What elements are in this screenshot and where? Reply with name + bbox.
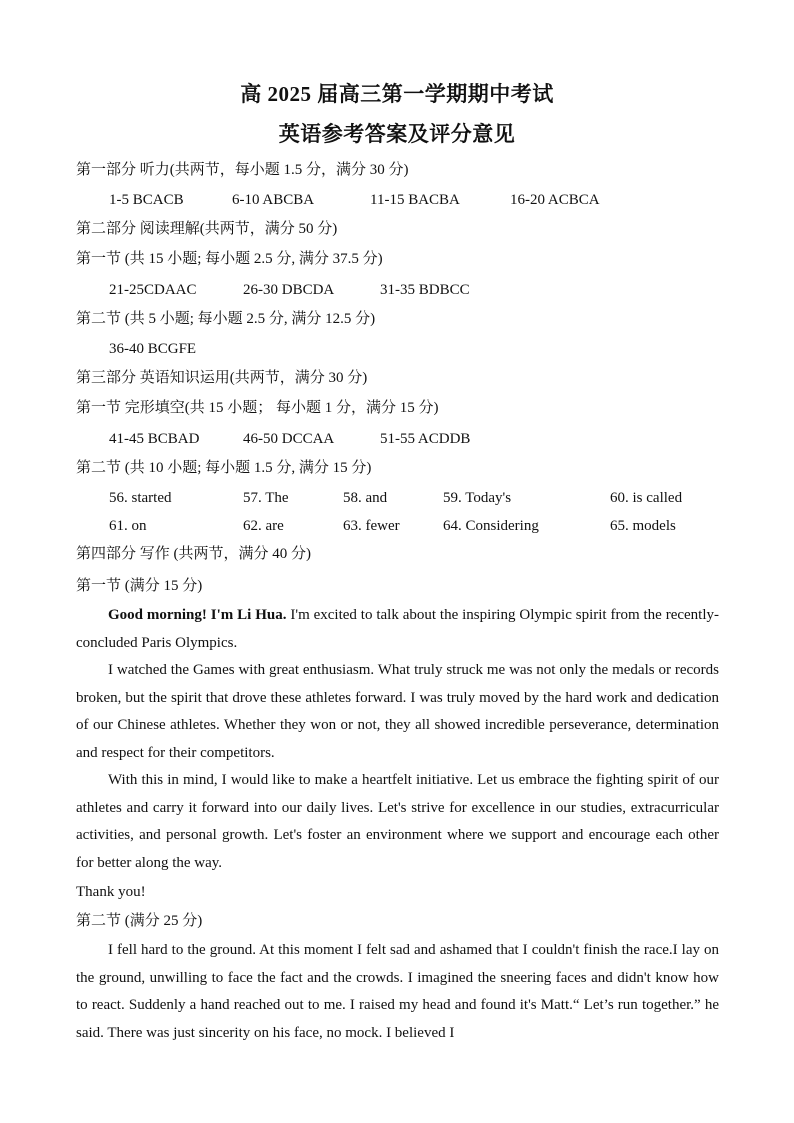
grammar-answer: 60. is called [610, 490, 683, 506]
answer-group: 31-35 BDBCC [380, 282, 470, 298]
grammar-answer: 58. and [343, 490, 388, 506]
essay2-paragraph: I fell hard to the ground. At this moment I felt sad and ashamed that I couldn't finish the race.I lay on the ground, unwilling to face the fact and the crowds. I imagined the sneering faces and didn't know how to react. Suddenly a hand reached out to me. I raised my head and found it's Matt.“ Let’s run together.” he said. There was just sincerity on his face, no mock. I believed I [76, 942, 719, 1041]
exam-title: 高 2025 届高三第一学期期中考试 [240, 82, 554, 106]
grammar-answer: 59. Today's [443, 490, 512, 506]
part2-section1-heading: 第一节 (共 15 小题; 每小题 2.5 分, 满分 37.5 分) [76, 251, 383, 267]
answer-group: 21-25CDAAC [109, 282, 197, 298]
essay1-intro-text: I'm excited to talk about the inspiring Olympic spirit from the recently- concluded Paris Olympics. [76, 607, 719, 651]
answer-group: 16-20 ACBCA [510, 192, 600, 208]
grammar-answer: 62. are [243, 518, 284, 534]
part3-section1-heading: 第一节 完形填空(共 15 小题； 每小题 1 分，满分 15 分) [76, 400, 439, 416]
grammar-answer: 63. fewer [343, 518, 400, 534]
part4-section2-heading: 第二节 (满分 25 分) [76, 913, 203, 929]
essay1-paragraph [76, 602, 719, 657]
grammar-answer: 65. models [610, 518, 676, 534]
answer-group: 6-10 ABCBA [232, 192, 315, 208]
answer-group: 36-40 BCGFE [109, 341, 197, 357]
grammar-answer: 61. on [109, 518, 147, 534]
answer-group: 41-45 BCBAD [109, 431, 200, 447]
essay1-paragraph: With this in mind, I would like to make a heartfelt initiative. Let us embrace the fighting spirit of our athletes and carry it forward into our daily lives. Let's strive for excellence in our studies, extracurricular activities, and personal growth. Let's foster an environment where we support and encourage each other for better along the way. [76, 772, 719, 871]
part1-heading: 第一部分 听力(共两节，每小题 1.5 分，满分 30 分) [76, 162, 409, 178]
grammar-answer: 57. The [243, 490, 289, 506]
answer-group: 46-50 DCCAA [243, 431, 335, 447]
part4-heading: 第四部分 写作 (共两节，满分 40 分) [76, 546, 311, 562]
answer-group: 1-5 BCACB [109, 192, 184, 208]
part2-heading: 第二部分 阅读理解(共两节，满分 50 分) [76, 221, 338, 237]
answer-group: 26-30 DBCDA [243, 282, 335, 298]
part2-section2-heading: 第二节 (共 5 小题; 每小题 2.5 分, 满分 12.5 分) [76, 311, 376, 327]
part3-heading: 第三部分 英语知识运用(共两节，满分 30 分) [76, 370, 368, 386]
part3-section2-heading: 第二节 (共 10 小题; 每小题 1.5 分, 满分 15 分) [76, 460, 372, 476]
document-subtitle: 英语参考答案及评分意见 [278, 122, 516, 146]
grammar-answer: 56. started [109, 490, 172, 506]
grammar-answer: 64. Considering [443, 518, 539, 534]
part4-section1-heading: 第一节 (满分 15 分) [76, 578, 203, 594]
answer-group: 51-55 ACDDB [380, 431, 471, 447]
answer-group: 11-15 BACBA [370, 192, 460, 208]
essay1-greeting: Good morning! I'm Li Hua. [108, 607, 287, 623]
essay1-paragraph: I watched the Games with great enthusiasm. What truly struck me was not only the medals or records broken, but the spirit that drove these athletes forward. I was truly moved by the hard work and dedication of our Chinese athletes. Whether they won or not, they all showed incredible perseverance, determination and respect for their competitors. [76, 662, 719, 761]
essay1-closing: Thank you! [76, 884, 146, 900]
